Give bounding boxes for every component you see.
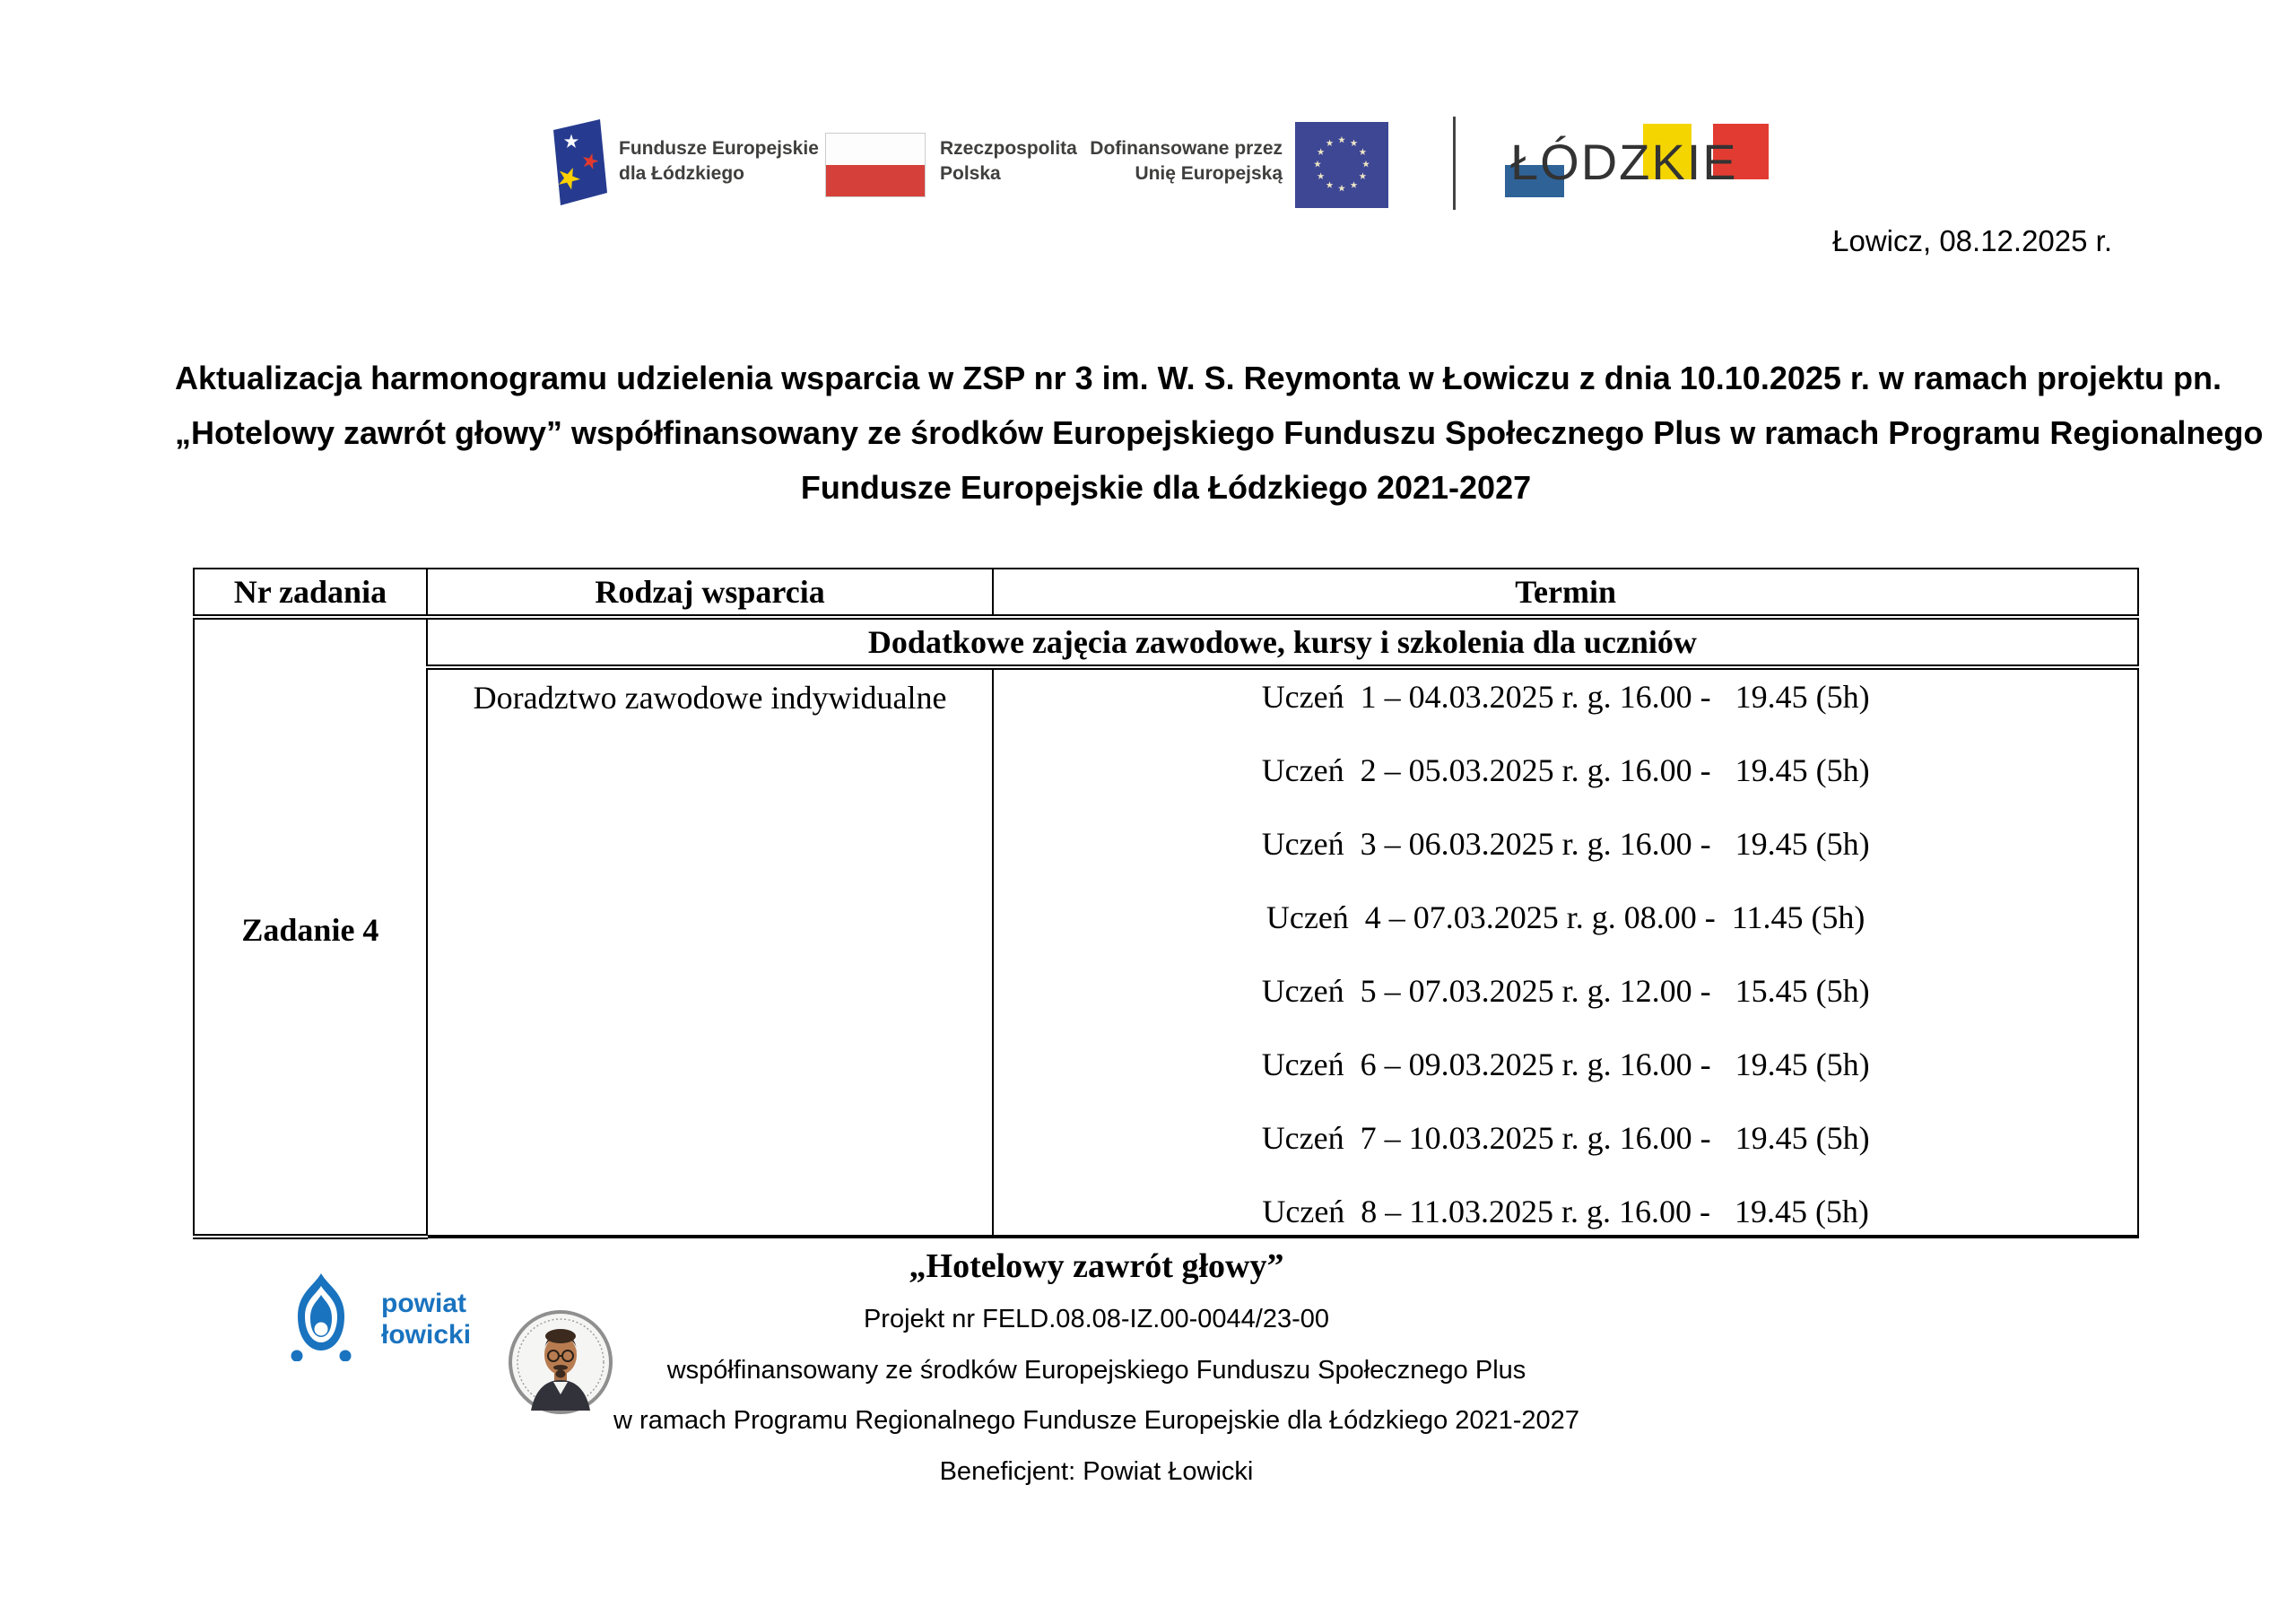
document-title — [175, 351, 2264, 515]
schedule-table — [193, 568, 2139, 1239]
eu-label-line2: Unię Europejską — [1135, 163, 1283, 184]
title-line-2: „Hotelowy zawrót głowy” współfinansowany ze środków Europejskiego Funduszu Społecznego Plus w ramach Programu Regionalnego — [175, 414, 2264, 451]
fe-label-line2: dla Łódzkiego — [619, 163, 745, 184]
cell-support-type: Doradztwo zawodowe indywidualne — [427, 667, 993, 1237]
pl-label-line2: Polska — [940, 163, 1001, 184]
termin-item-6: Uczeń 6 – 09.03.2025 r. g. 16.00 - 19.45 (5h) — [1261, 1046, 1870, 1082]
header-nr-zadania: Nr zadania — [194, 569, 427, 617]
lodzkie-logo-label: ŁÓDZKIE — [1510, 134, 1738, 190]
lodzkie-logo — [1510, 131, 1754, 195]
termin-item-2: Uczeń 2 – 05.03.2025 r. g. 16.00 - 19.45 (5h) — [1261, 752, 1870, 788]
banner-divider — [1453, 117, 1456, 210]
fundusze-europejskie-label — [619, 136, 819, 187]
title-line-1: Aktualizacja harmonogramu udzielenia wsparcia w ZSP nr 3 im. W. S. Reymonta w Łowiczu z dnia 10.10.2025 r. w ramach projektu pn. — [175, 360, 2222, 396]
footer-project-title: „Hotelowy zawrót głowy” — [909, 1247, 1284, 1285]
powiat-label-line1: powiat — [381, 1289, 466, 1318]
footer-line-beneficiary: Beneficjent: Powiat Łowicki — [939, 1457, 1254, 1486]
eu-cofunding-label — [1013, 136, 1283, 187]
termin-item-1: Uczeń 1 – 04.03.2025 r. g. 16.00 - 19.45 (5h) — [1261, 679, 1870, 715]
table-body-row — [194, 667, 2138, 1237]
poland-flag-white — [826, 134, 925, 165]
table-section-row — [194, 617, 2138, 667]
pl-label-line1: Rzeczpospolita — [940, 138, 1077, 159]
fundusze-europejskie-flag-icon — [550, 119, 607, 205]
poland-flag-red — [826, 165, 925, 196]
fe-label-line1: Fundusze Europejskie — [619, 138, 819, 159]
footer-line-cofinancing: współfinansowany ze środków Europejskiego Funduszu Społecznego Plus — [666, 1356, 1526, 1385]
cell-termin-list — [993, 667, 2138, 1237]
powiat-lowicki-label — [381, 1288, 471, 1350]
termin-item-4: Uczeń 4 – 07.03.2025 r. g. 08.00 - 11.45 (5h) — [1265, 899, 1866, 935]
date-line: Łowicz, 08.12.2025 r. — [1832, 224, 2112, 257]
powiat-flame-icon — [289, 1272, 353, 1361]
termin-item-8: Uczeń 8 – 11.03.2025 r. g. 16.00 - 19.45 (5h) — [1262, 1194, 1869, 1229]
poland-flag-icon — [825, 133, 926, 197]
eu-flag-icon — [1295, 122, 1388, 208]
header-rodzaj-wsparcia: Rodzaj wsparcia — [427, 569, 993, 617]
reymont-portrait-icon — [510, 1312, 611, 1412]
footer-line-program: w ramach Programu Regionalnego Fundusze Europejskie dla Łódzkiego 2021-2027 — [613, 1406, 1579, 1435]
termin-item-3: Uczeń 3 – 06.03.2025 r. g. 16.00 - 19.45 (5h) — [1261, 826, 1870, 862]
school-badge — [508, 1307, 613, 1417]
table-header-row — [194, 569, 2138, 617]
footer-line-project-number: Projekt nr FELD.08.08-IZ.00-0044/23-00 — [863, 1305, 1330, 1333]
eu-label-line1: Dofinansowane przez — [1090, 138, 1283, 159]
termin-item-5: Uczeń 5 – 07.03.2025 r. g. 12.00 - 15.45 (5h) — [1261, 973, 1870, 1009]
cell-section-title: Dodatkowe zajęcia zawodowe, kursy i szkolenia dla uczniów — [427, 617, 2138, 667]
powiat-label-line2: łowicki — [381, 1320, 472, 1350]
cell-task-number: Zadanie 4 — [194, 617, 427, 1237]
title-line-3: Fundusze Europejskie dla Łódzkiego 2021-2027 — [800, 469, 1532, 506]
termin-item-7: Uczeń 7 – 10.03.2025 r. g. 16.00 - 19.45 (5h) — [1261, 1120, 1870, 1156]
header-termin: Termin — [993, 569, 2138, 617]
